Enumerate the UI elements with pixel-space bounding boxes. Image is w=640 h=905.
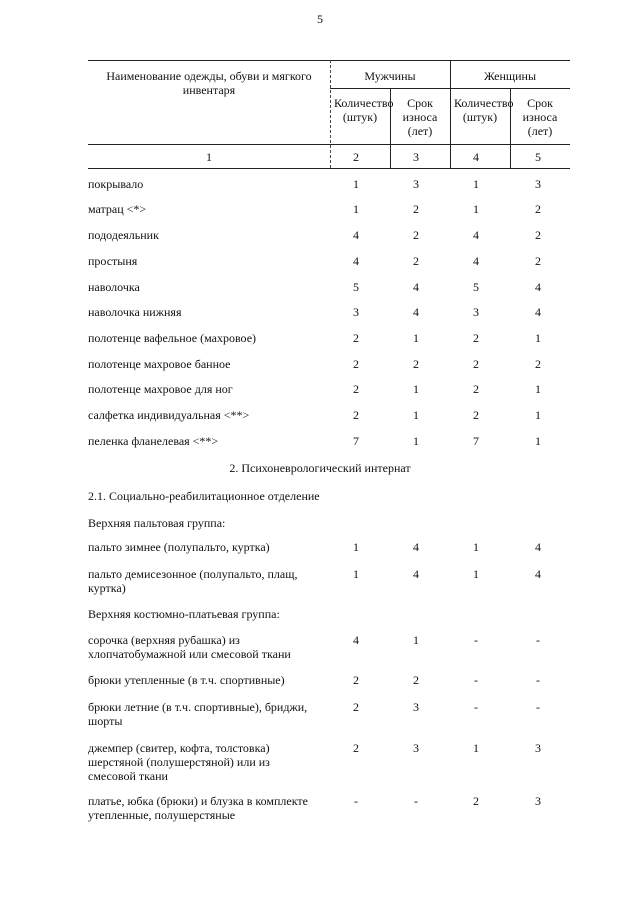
row-cell: 2 — [413, 202, 419, 216]
row-cell: 2 — [413, 673, 419, 687]
column-number: 3 — [413, 150, 419, 164]
row-cell: 2 — [535, 254, 541, 268]
row-cell: 1 — [353, 540, 359, 554]
row-cell: 1 — [413, 408, 419, 422]
row-name: наволочка нижняя — [88, 305, 182, 319]
row-cell: 1 — [353, 567, 359, 581]
header-numbers-border — [88, 168, 570, 169]
row-cell: 4 — [353, 254, 359, 268]
row-name: полотенце вафельное (махровое) — [88, 331, 257, 345]
row-cell: 3 — [473, 305, 479, 319]
row-cell: 1 — [473, 177, 479, 191]
row-cell: 4 — [473, 228, 479, 242]
header-bottom-border — [88, 144, 570, 145]
header-qty-men: Количество (штук) — [334, 96, 394, 124]
row-cell: 1 — [353, 202, 359, 216]
row-name: полотенце махровое банное — [88, 357, 231, 371]
row-cell: 2 — [535, 357, 541, 371]
row-cell: 2 — [413, 228, 419, 242]
row-cell: 1 — [473, 567, 479, 581]
row-cell: - — [474, 673, 478, 687]
row-cell: 1 — [535, 434, 541, 448]
row-cell: 4 — [413, 280, 419, 294]
row-name: салфетка индивидуальная <**> — [88, 408, 250, 422]
row-cell: - — [474, 700, 478, 714]
header-women: Женщины — [483, 69, 537, 83]
row-cell: 2 — [353, 408, 359, 422]
column-number: 4 — [473, 150, 479, 164]
row-name: брюки летние (в т.ч. спортивные), бриджи, шорты — [88, 700, 308, 728]
header-qty-women: Количество (штук) — [454, 96, 514, 124]
subsection-title: 2.1. Социально-реабилитационное отделение — [88, 489, 320, 503]
row-cell: 4 — [353, 228, 359, 242]
row-cell: 1 — [413, 434, 419, 448]
row-cell: - — [536, 633, 540, 647]
section-title: 2. Психоневрологический интернат — [229, 461, 411, 475]
row-cell: - — [414, 794, 418, 808]
row-cell: - — [474, 633, 478, 647]
row-name: пальто демисезонное (полупальто, плащ, куртка) — [88, 567, 298, 595]
row-cell: 4 — [535, 540, 541, 554]
row-cell: 4 — [535, 567, 541, 581]
row-cell: 2 — [353, 673, 359, 687]
row-cell: 4 — [413, 567, 419, 581]
row-cell: 4 — [413, 305, 419, 319]
row-cell: 3 — [535, 794, 541, 808]
row-name: покрывало — [88, 177, 144, 191]
row-cell: 5 — [353, 280, 359, 294]
group-heading: Верхняя костюмно-платьевая группа: — [88, 607, 280, 621]
row-cell: 1 — [535, 331, 541, 345]
row-cell: 1 — [473, 202, 479, 216]
row-cell: - — [536, 673, 540, 687]
row-cell: 2 — [353, 357, 359, 371]
row-cell: 4 — [353, 633, 359, 647]
row-cell: 3 — [413, 741, 419, 755]
header-men: Мужчины — [364, 69, 416, 83]
row-cell: 4 — [473, 254, 479, 268]
row-cell: 2 — [353, 700, 359, 714]
row-cell: 2 — [473, 331, 479, 345]
row-cell: 4 — [535, 305, 541, 319]
row-name: сорочка (верхняя рубашка) из хлопчатобумажной или смесовой ткани — [88, 633, 291, 661]
row-cell: 1 — [473, 540, 479, 554]
row-cell: 2 — [413, 357, 419, 371]
row-name: пеленка фланелевая <**> — [88, 434, 219, 448]
row-cell: 3 — [535, 741, 541, 755]
row-cell: 2 — [353, 382, 359, 396]
row-cell: 5 — [473, 280, 479, 294]
row-name: полотенце махровое для ног — [88, 382, 233, 396]
row-name: пододеяльник — [88, 228, 159, 242]
row-name: простыня — [88, 254, 138, 268]
row-cell: 2 — [473, 382, 479, 396]
row-cell: 7 — [473, 434, 479, 448]
row-cell: 3 — [353, 305, 359, 319]
row-name: платье, юбка (брюки) и блузка в комплекте утепленные, полушерстяные — [88, 794, 308, 822]
row-name: матрац <*> — [88, 202, 147, 216]
row-cell: 2 — [353, 331, 359, 345]
column-number: 2 — [353, 150, 359, 164]
row-cell: 1 — [535, 408, 541, 422]
row-name: пальто зимнее (полупальто, куртка) — [88, 540, 270, 554]
row-name: наволочка — [88, 280, 140, 294]
table-top-border — [88, 60, 570, 61]
row-cell: 4 — [413, 540, 419, 554]
column-number: 5 — [535, 150, 541, 164]
row-cell: 1 — [413, 633, 419, 647]
row-cell: 2 — [413, 254, 419, 268]
row-cell: 7 — [353, 434, 359, 448]
row-name: брюки утепленные (в т.ч. спортивные) — [88, 673, 285, 687]
row-cell: - — [354, 794, 358, 808]
group-heading: Верхняя пальтовая группа: — [88, 516, 226, 530]
column-number: 1 — [206, 150, 212, 164]
row-cell: 3 — [413, 700, 419, 714]
row-cell: 1 — [413, 382, 419, 396]
row-cell: 2 — [535, 228, 541, 242]
row-cell: 2 — [535, 202, 541, 216]
row-cell: 2 — [473, 408, 479, 422]
header-term-men: Срок износа (лет) — [402, 96, 438, 138]
header-term-women: Срок износа (лет) — [522, 96, 558, 138]
row-cell: - — [536, 700, 540, 714]
row-cell: 3 — [535, 177, 541, 191]
row-cell: 2 — [473, 357, 479, 371]
row-cell: 1 — [535, 382, 541, 396]
row-cell: 3 — [413, 177, 419, 191]
row-cell: 4 — [535, 280, 541, 294]
row-name: джемпер (свитер, кофта, толстовка) шерстяной (полушерстяной) или из смесовой ткани — [88, 741, 270, 783]
row-cell: 1 — [473, 741, 479, 755]
row-cell: 1 — [353, 177, 359, 191]
row-cell: 2 — [353, 741, 359, 755]
row-cell: 2 — [473, 794, 479, 808]
header-col-name: Наименование одежды, обуви и мягкого инвентаря — [106, 69, 312, 97]
row-cell: 1 — [413, 331, 419, 345]
page-number: 5 — [317, 12, 323, 26]
